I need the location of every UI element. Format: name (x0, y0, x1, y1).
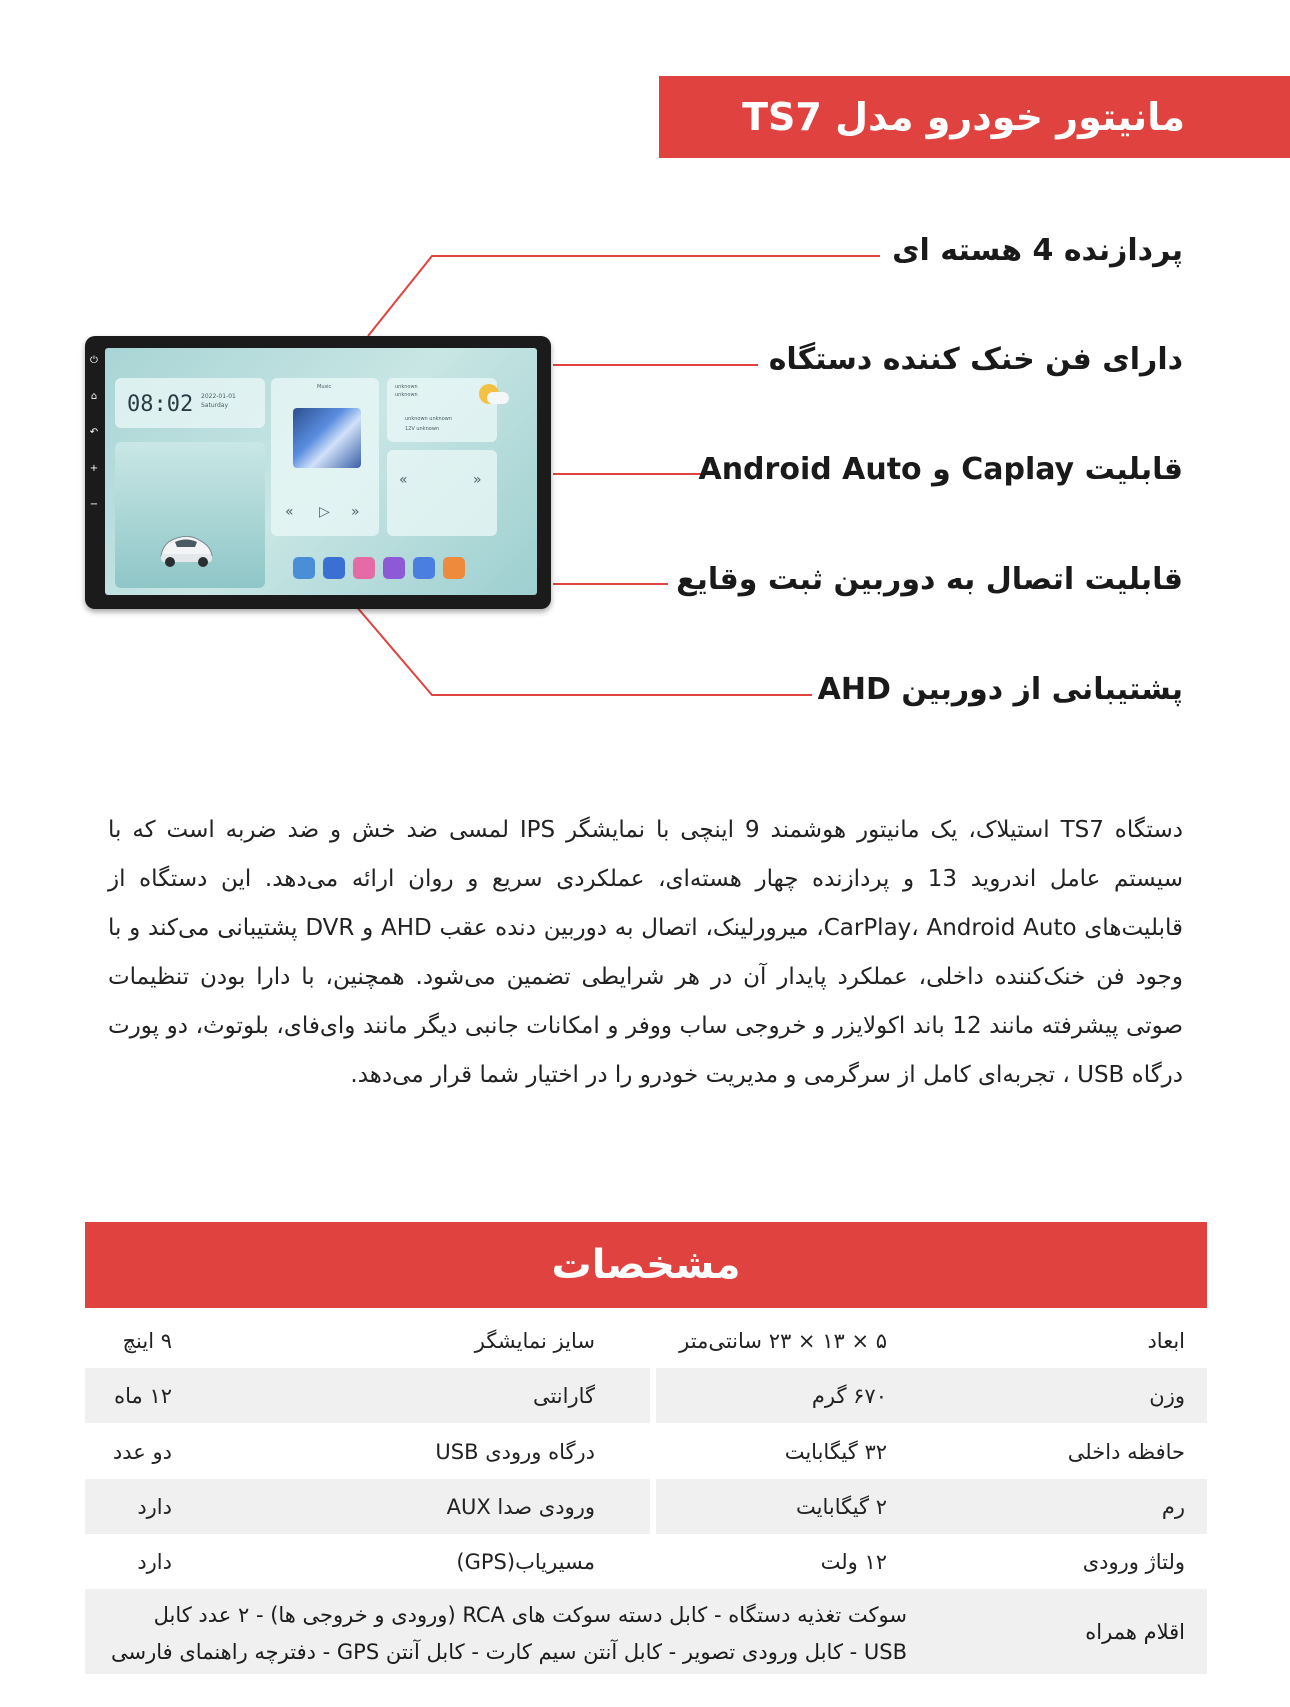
spec-value: ۳۲ گیگابایت (784, 1439, 887, 1464)
spec-value: ۵ × ۱۳ × ۲۳ سانتی‌متر (679, 1328, 887, 1353)
radio-prev-icon[interactable]: « (399, 472, 408, 488)
previous-track-icon[interactable]: « (285, 504, 294, 520)
spec-label: رم (1161, 1494, 1185, 1519)
spec-label: مسیریاب(GPS) (456, 1549, 595, 1574)
radio-app-icon[interactable] (353, 557, 375, 579)
video-app-icon[interactable] (413, 557, 435, 579)
clock-time: 08:02 (127, 392, 194, 417)
bluetooth-app-icon[interactable] (323, 557, 345, 579)
weather-line-4: 12V unknown (405, 426, 440, 432)
feature-cooling-fan: دارای فن خنک کننده دستگاه (768, 342, 1183, 377)
car-wallpaper-widget (115, 442, 265, 588)
power-icon: ⏻ (90, 355, 98, 366)
next-track-icon[interactable]: » (351, 504, 360, 520)
monitor-device-image (85, 336, 551, 609)
spec-label: ورودی صدا AUX (446, 1494, 595, 1519)
spec-cell (656, 1313, 1207, 1368)
spec-row (85, 1534, 1207, 1589)
car-icon (155, 528, 217, 568)
spec-cell (85, 1313, 650, 1368)
product-description: دستگاه TS7 استیلاک، یک مانیتور هوشمند 9 اینچی با نمایشگر IPS لمسی ضد خش و ضد ضربه است که با سیستم عامل اندروید 13 و پردازنده چهار هسته‌ای، عملکردی سریع و روان ارائه می‌دهد. این دستگاه از قابلیت‌های CarPlay، Android Auto، میرورلینک، اتصال به دوربین دنده عقب AHD و DVR پشتیبانی می‌کند و با وجود فن خنک‌کننده داخلی، عملکرد پایدار آن در هر شرایطی تضمین می‌شود. همچنین، با دارا بودن تنظیمات صوتی پیشرفته مانند 12 باند اکولایزر و خروجی ساب ووفر و امکانات جانبی دیگر مانند وای‌فای، بلوتوث، دو پورت درگاه USB ، تجربه‌ای کامل از سرگرمی و مدیریت خودرو را در اختیار شما قرار می‌دهد. (108, 817, 1184, 1088)
spec-cell (656, 1424, 1207, 1479)
spec-value: ۱۲ ماه (114, 1383, 172, 1408)
feature-carplay-android: قابلیت Caplay و Android Auto (698, 452, 1183, 487)
spec-label: سایز نمایشگر (474, 1328, 595, 1353)
volume-down-icon: − (89, 499, 99, 510)
feature-dashcam: قابلیت اتصال به دوربین ثبت وقایع (676, 562, 1183, 597)
day-text: Saturday (201, 402, 229, 409)
weather-line-2: unknown (395, 392, 418, 398)
radio-next-icon[interactable]: » (473, 472, 482, 488)
apps-app-icon[interactable] (443, 557, 465, 579)
spec-row (85, 1368, 1207, 1423)
spec-label: ولتاژ ورودی (1082, 1549, 1185, 1574)
device-side-buttons (87, 356, 101, 510)
app-dock (265, 548, 493, 588)
feature-quad-core: پردازنده 4 هسته ای (892, 233, 1183, 268)
connector-line-5 (356, 606, 812, 695)
weather-widget (387, 378, 497, 442)
spec-row (85, 1313, 1207, 1368)
spec-row-accessories (85, 1589, 1207, 1674)
spec-value: دارد (137, 1494, 172, 1519)
spec-label: درگاه ورودی USB (435, 1439, 595, 1464)
spec-value: دارد (137, 1549, 172, 1574)
date-text: 2022-01-01 (201, 393, 236, 400)
spec-cell (85, 1368, 650, 1423)
spec-cell (85, 1479, 650, 1534)
spec-cell (656, 1479, 1207, 1534)
spec-cell (656, 1534, 1207, 1589)
spec-row (85, 1424, 1207, 1479)
spec-label: ابعاد (1147, 1328, 1185, 1353)
spec-cell (85, 1424, 650, 1479)
spec-cell (85, 1534, 650, 1589)
spec-label: گارانتی (532, 1383, 595, 1408)
accessories-value: سوکت تغذیه دستگاه - کابل دسته سوکت های RCA (ورودی و خروجی ها) - ۲ عدد کابل USB - کابل ورودی تصویر - کابل آنتن سیم کارت - کابل آنتن GPS - دفترچه راهنمای فارسی (111, 1603, 907, 1664)
music-widget[interactable] (271, 378, 379, 536)
home-icon: ⌂ (90, 391, 98, 402)
accessories-label: اقلام همراه (1085, 1619, 1185, 1644)
connector-line-1 (368, 256, 880, 336)
feature-ahd-camera: پشتیبانی از دوربین AHD (817, 672, 1183, 707)
spec-value: ۹ اینچ (122, 1328, 172, 1353)
clock-widget (115, 378, 265, 428)
cloud-icon (487, 392, 509, 404)
weather-line-1: unknown (395, 384, 418, 390)
specs-title: مشخصات (551, 1242, 741, 1288)
spec-row (85, 1479, 1207, 1534)
device-screen (105, 348, 537, 595)
spec-value: دو عدد (112, 1439, 172, 1464)
music-app-icon[interactable] (383, 557, 405, 579)
spec-label: وزن (1149, 1383, 1185, 1408)
spec-value: ۱۲ ولت (820, 1549, 887, 1574)
volume-up-icon: + (89, 463, 99, 474)
play-icon[interactable]: ▷ (319, 504, 330, 520)
navi-app-icon[interactable] (293, 557, 315, 579)
radio-widget[interactable] (387, 450, 497, 536)
music-title: Music (317, 384, 332, 390)
album-art-image (293, 408, 361, 468)
clock-date (201, 392, 236, 410)
spec-label: حافظه داخلی (1067, 1439, 1185, 1464)
spec-cell (656, 1368, 1207, 1423)
spec-value: ۶۷۰ گرم (811, 1383, 887, 1408)
back-icon: ↶ (89, 427, 99, 438)
specs-banner (85, 1222, 1207, 1308)
spec-value: ۲ گیگابایت (796, 1494, 887, 1519)
weather-line-3: unknown unknown (405, 416, 453, 422)
page-title: مانیتور خودرو مدل TS7 (742, 95, 1185, 139)
